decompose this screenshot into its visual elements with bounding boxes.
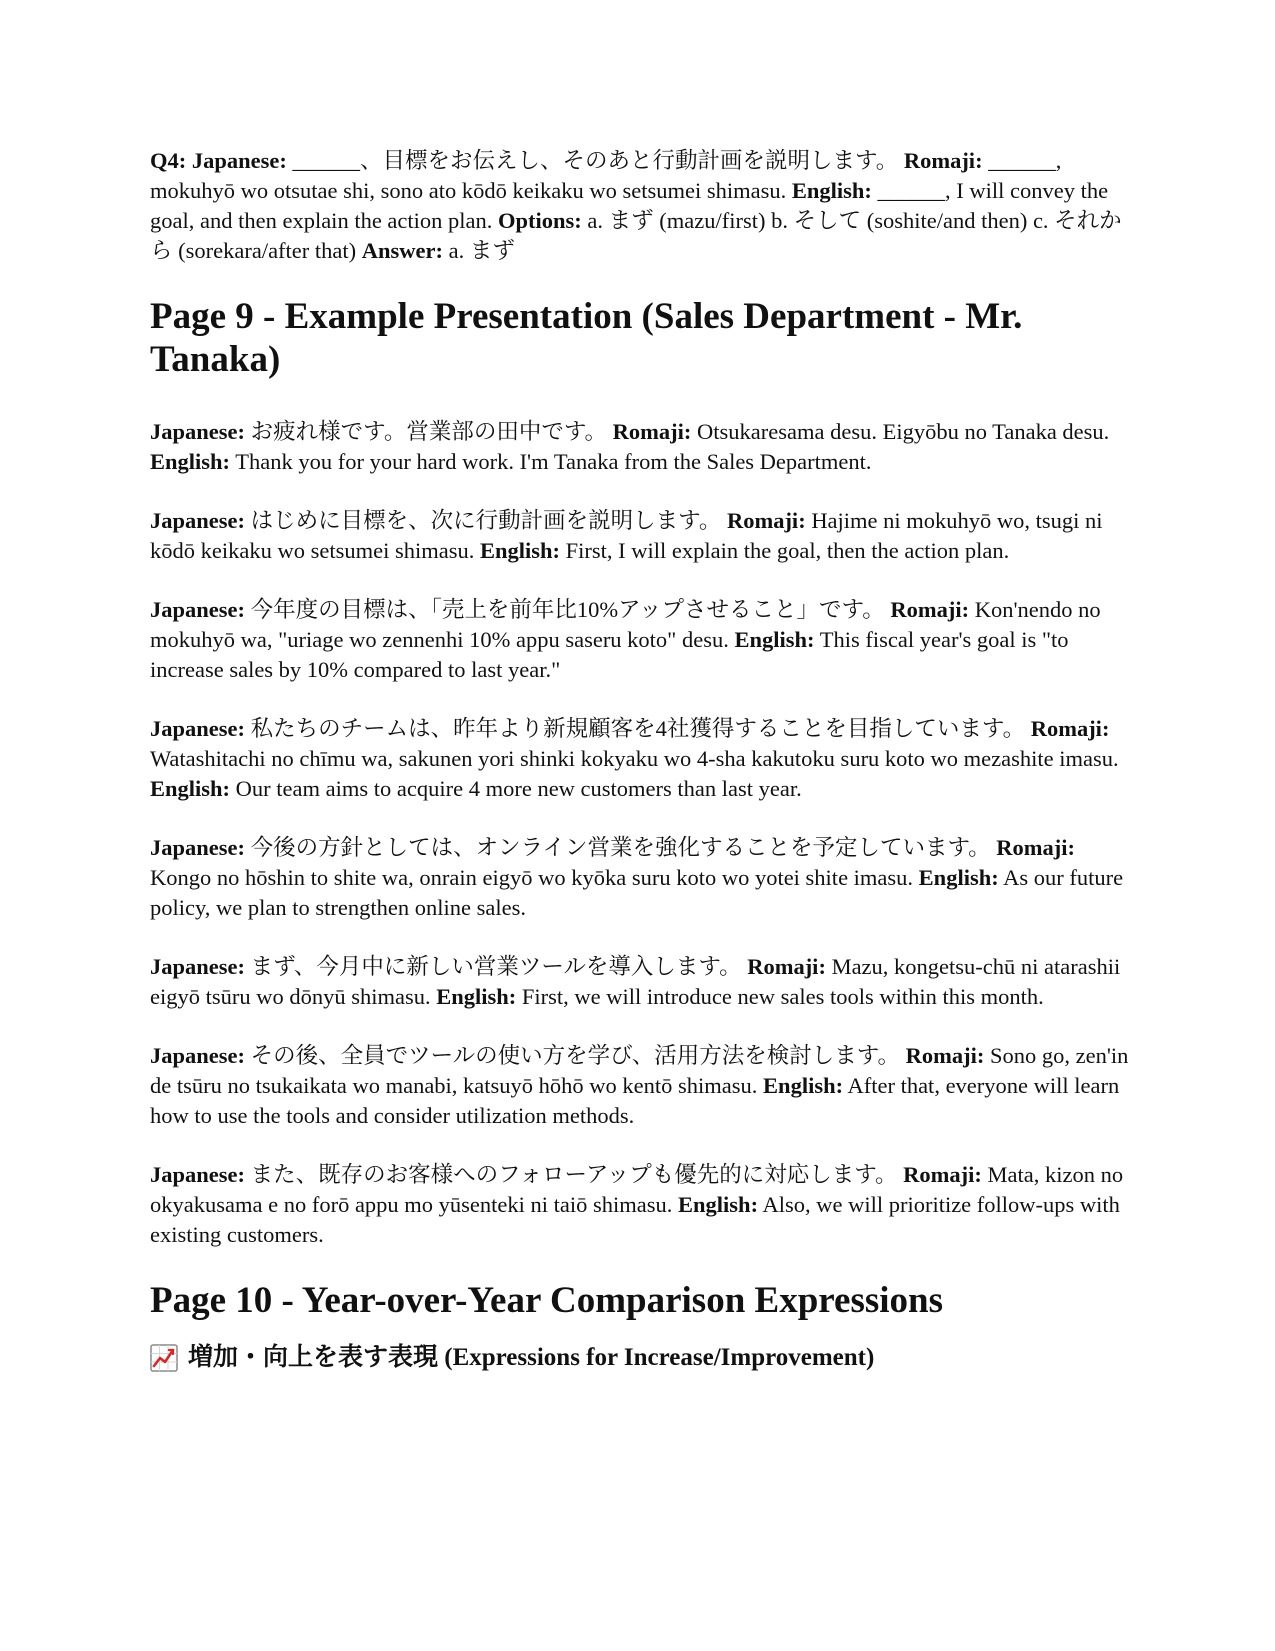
romaji-label: Romaji: — [726, 508, 806, 533]
english-label: English: — [678, 1192, 759, 1217]
english-text: First, we will introduce new sales tools within this month. — [516, 984, 1044, 1009]
romaji-label: Romaji: — [996, 835, 1076, 860]
english-text: Also, we will prioritize follow-ups with existing customers. — [150, 1192, 1120, 1247]
example-line — [150, 1160, 1135, 1250]
japanese-label: Japanese: — [191, 148, 287, 173]
english-text: As our future policy, we plan to strengthen online sales. — [150, 865, 1124, 920]
romaji-text: Hajime ni mokuhyō wo, tsugi ni kōdō keikaku wo setsumei shimasu. — [150, 508, 1103, 563]
english-text: This fiscal year's goal is "to increase sales by 10% compared to last year." — [150, 627, 1069, 682]
english-label: English: — [436, 984, 517, 1009]
english-label: English: — [918, 865, 999, 890]
english-text: First, I will explain the goal, then the action plan. — [560, 538, 1010, 563]
document-content — [150, 146, 1135, 1374]
japanese-label: Japanese: — [150, 597, 245, 622]
subheading-text: 増加・向上を表す表現 (Expressions for Increase/Improvement) — [188, 1344, 875, 1371]
japanese-label: Japanese: — [150, 1162, 245, 1187]
romaji-label: Romaji: — [612, 419, 692, 444]
section-heading-page-9: Page 9 - Example Presentation (Sales Department - Mr. Tanaka) — [150, 296, 1023, 380]
options-text: a. まず (mazu/first) b. そして (soshite/and then) c. それから (sorekara/after that) — [150, 208, 1122, 263]
japanese-label: Japanese: — [150, 419, 245, 444]
english-label: English: — [763, 1073, 844, 1098]
romaji-text: ______, mokuhyō wo otsutae shi, sono ato kōdō keikaku wo setsumei shimasu. — [150, 148, 1062, 203]
japanese-text: その後、全員でツールの使い方を学び、活用方法を検討します。 — [245, 1043, 906, 1068]
romaji-label: Romaji: — [890, 597, 970, 622]
english-text: Thank you for your hard work. I'm Tanaka from the Sales Department. — [230, 449, 872, 474]
answer-label: Answer: — [361, 238, 443, 263]
japanese-label: Japanese: — [150, 954, 245, 979]
romaji-label: Romaji: — [1030, 716, 1110, 741]
english-label: English: — [479, 538, 561, 563]
example-presentation-lines — [150, 417, 1135, 1250]
options-label: Options: — [498, 208, 582, 233]
q4-paragraph — [150, 146, 1135, 266]
romaji-label: Romaji: — [903, 1162, 982, 1187]
romaji-text: Otsukaresama desu. Eigyōbu no Tanaka desu. — [691, 419, 1110, 444]
english-text: ______, I will convey the goal, and then explain the action plan. — [150, 178, 1109, 233]
japanese-text: まず、今月中に新しい営業ツールを導入します。 — [245, 954, 748, 979]
increase-expressions-subheading — [150, 1342, 1135, 1374]
example-line — [150, 417, 1135, 477]
english-text: Our team aims to acquire 4 more new customers than last year. — [230, 776, 802, 801]
japanese-text: お疲れ様です。営業部の田中です。 — [245, 419, 613, 444]
japanese-text: 今後の方針としては、オンライン営業を強化することを予定しています。 — [245, 835, 997, 860]
english-label: English: — [150, 449, 231, 474]
japanese-label: Japanese: — [150, 508, 245, 533]
japanese-text: また、既存のお客様へのフォローアップも優先的に対応します。 — [245, 1162, 904, 1187]
romaji-label: Romaji: — [905, 1043, 985, 1068]
romaji-text: Kon'nendo no mokuhyō wa, "uriage wo zennenhi 10% appu saseru koto" desu. — [150, 597, 1101, 652]
romaji-label: Romaji: — [903, 148, 983, 173]
romaji-text: Watashitachi no chīmu wa, sakunen yori shinki kokyaku wo 4-sha kakutoku suru koto wo mezashite imasu. — [150, 746, 1119, 771]
example-line — [150, 833, 1135, 923]
answer-text: a. まず — [443, 238, 515, 263]
japanese-text: 私たちのチームは、昨年より新規顧客を4社獲得することを目指しています。 — [245, 716, 1031, 741]
q4-prefix: Q4: — [150, 148, 187, 173]
section-heading-page-10: Page 10 - Year-over-Year Comparison Expressions — [150, 1280, 944, 1321]
japanese-label: Japanese: — [150, 716, 245, 741]
romaji-label: Romaji: — [747, 954, 826, 979]
romaji-text: Kongo no hōshin to shite wa, onrain eigyō wo kyōka suru koto wo yotei shite imasu. — [150, 865, 919, 890]
romaji-text: Sono go, zen'in de tsūru no tsukaikata wo manabi, katsuyō hōhō wo kentō shimasu. — [150, 1043, 1129, 1098]
romaji-text: Mazu, kongetsu-chū ni atarashii eigyō tsūru wo dōnyū shimasu. — [150, 954, 1121, 1009]
japanese-text: はじめに目標を、次に行動計画を説明します。 — [245, 508, 727, 533]
japanese-label: Japanese: — [150, 1043, 245, 1068]
example-line — [150, 1041, 1135, 1131]
english-text: After that, everyone will learn how to use the tools and consider utilization methods. — [150, 1073, 1120, 1128]
japanese-label: Japanese: — [150, 835, 245, 860]
romaji-text: Mata, kizon no okyakusama e no forō appu mo yūsenteki ni taiō shimasu. — [150, 1162, 1124, 1217]
chart-increasing-icon — [150, 1344, 178, 1372]
english-label: English: — [150, 776, 231, 801]
japanese-text: ______、目標をお伝えし、そのあと行動計画を説明します。 — [286, 148, 904, 173]
example-line — [150, 952, 1135, 1012]
english-label: English: — [734, 627, 815, 652]
example-line — [150, 595, 1135, 685]
english-label: English: — [791, 178, 872, 203]
example-line — [150, 714, 1135, 804]
japanese-text: 今年度の目標は、「売上を前年比10%アップさせること」です。 — [245, 597, 891, 622]
example-line — [150, 506, 1135, 566]
